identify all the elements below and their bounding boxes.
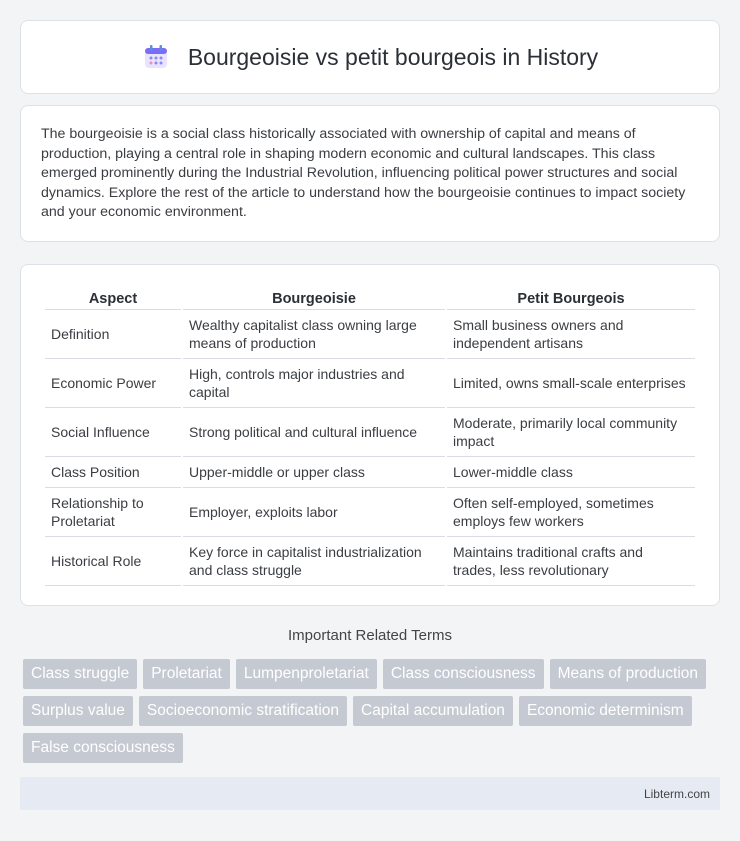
tag-socioeconomic-stratification[interactable]: Socioeconomic stratification	[139, 696, 347, 726]
cell-aspect: Economic Power	[45, 359, 181, 408]
table-row	[45, 488, 695, 537]
tag-proletariat[interactable]: Proletariat	[143, 659, 230, 689]
table-row	[45, 537, 695, 586]
header-bourgeoisie: Bourgeoisie	[183, 285, 445, 310]
tag-means-of-production[interactable]: Means of production	[550, 659, 706, 689]
table-row	[45, 310, 695, 359]
cell-aspect: Historical Role	[45, 537, 181, 586]
cell-petit-bourgeois: Moderate, primarily local community impact	[447, 408, 695, 457]
intro-text: The bourgeoisie is a social class historically associated with ownership of capital and means of production, playing a central role in shaping modern economic and cultural landscapes. This class emerged prominently during the Industrial Revolution, influencing political power structures and social dynamics. Explore the rest of the article to understand how the bourgeoisie continues to impact society and your economic environment.	[41, 126, 686, 221]
tag-class-consciousness[interactable]: Class consciousness	[383, 659, 544, 689]
table-row	[45, 359, 695, 408]
page-title: Bourgeoisie vs petit bourgeois in History	[187, 43, 599, 70]
tag-false-consciousness[interactable]: False consciousness	[23, 733, 183, 763]
cell-petit-bourgeois: Limited, owns small-scale enterprises	[447, 359, 695, 408]
cell-aspect: Definition	[45, 310, 181, 359]
cell-bourgeoisie: Wealthy capitalist class owning large means of production	[183, 310, 445, 359]
tag-surplus-value[interactable]: Surplus value	[23, 696, 133, 726]
cell-petit-bourgeois: Often self-employed, sometimes employs few workers	[447, 488, 695, 537]
cell-bourgeoisie: Key force in capitalist industrialization and class struggle	[183, 537, 445, 586]
cell-bourgeoisie: Strong political and cultural influence	[183, 408, 445, 457]
title-wrap	[142, 43, 598, 71]
header-aspect: Aspect	[45, 285, 181, 310]
header-card	[20, 20, 720, 94]
cell-bourgeoisie: High, controls major industries and capital	[183, 359, 445, 408]
related-terms-title: Important Related Terms	[288, 627, 452, 644]
tag-capital-accumulation[interactable]: Capital accumulation	[353, 696, 513, 726]
footer-site-link[interactable]: Libterm.com	[643, 786, 710, 801]
related-terms-list	[23, 659, 723, 763]
footer	[20, 777, 720, 810]
tag-lumpenproletariat[interactable]: Lumpenproletariat	[236, 659, 377, 689]
comparison-table	[43, 285, 697, 586]
cell-petit-bourgeois: Maintains traditional crafts and trades, less revolutionary	[447, 537, 695, 586]
table-header-row	[45, 285, 695, 310]
cell-aspect: Social Influence	[45, 408, 181, 457]
cell-bourgeoisie: Upper-middle or upper class	[183, 457, 445, 488]
cell-bourgeoisie: Employer, exploits labor	[183, 488, 445, 537]
tag-class-struggle[interactable]: Class struggle	[23, 659, 137, 689]
cell-petit-bourgeois: Lower-middle class	[447, 457, 695, 488]
header-petit-bourgeois: Petit Bourgeois	[447, 285, 695, 310]
cell-aspect: Class Position	[45, 457, 181, 488]
tag-economic-determinism[interactable]: Economic determinism	[519, 696, 692, 726]
cell-aspect: Relationship to Proletariat	[45, 488, 181, 537]
table-row	[45, 408, 695, 457]
calendar-icon	[142, 43, 170, 71]
comparison-table-card	[20, 264, 720, 606]
intro-card	[20, 105, 720, 242]
table-row	[45, 457, 695, 488]
cell-petit-bourgeois: Small business owners and independent artisans	[447, 310, 695, 359]
